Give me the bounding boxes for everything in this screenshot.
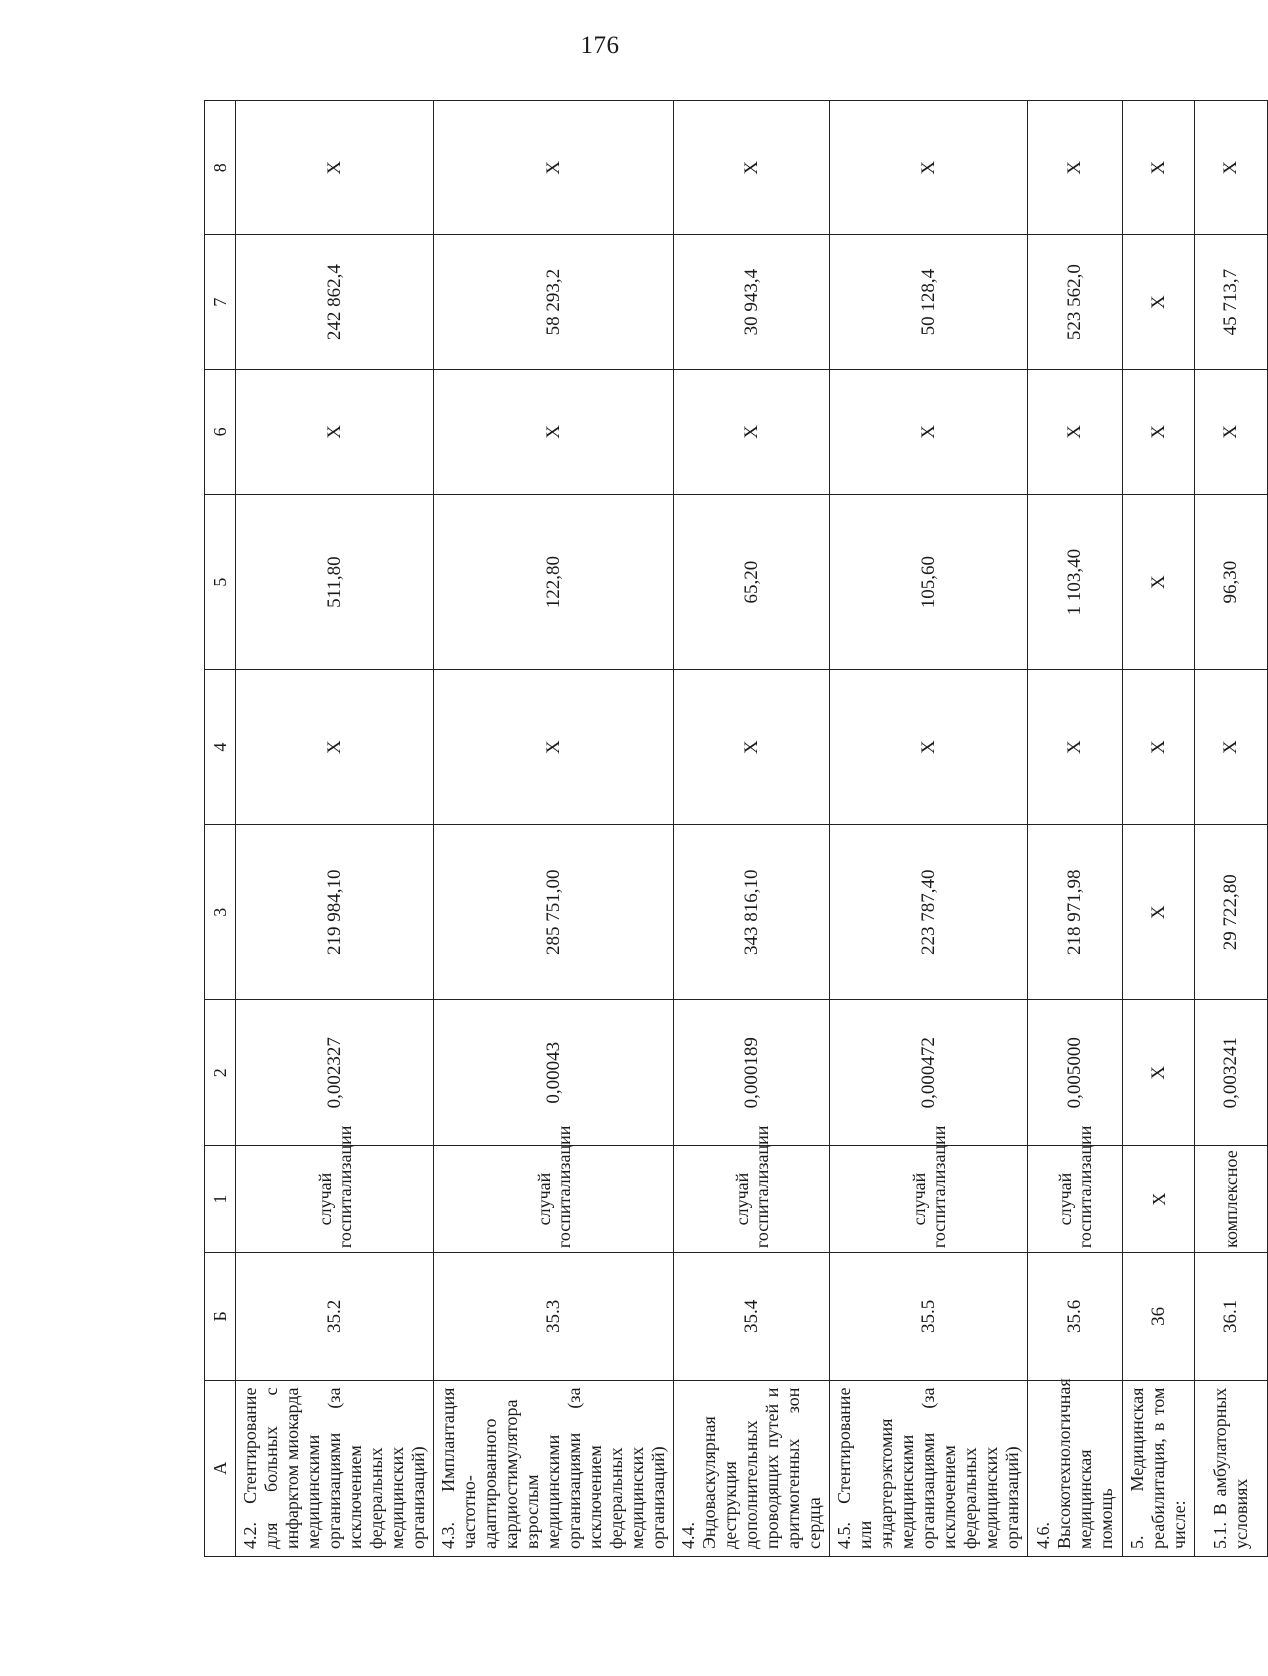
row-value-cell-c2: 0,00043 xyxy=(434,1000,674,1146)
row-value-cell-c6: Х xyxy=(830,369,1028,494)
header-cell: 2 xyxy=(205,1000,236,1146)
row-code-cell: 35.6 xyxy=(1028,1253,1123,1380)
row-value-cell-c8: Х xyxy=(1195,101,1268,235)
table-row xyxy=(1028,101,1123,1557)
row-value-cell-c4: Х xyxy=(434,670,674,825)
row-value-cell-c6: Х xyxy=(1195,369,1268,494)
row-value-cell-c2: 0,000189 xyxy=(674,1000,830,1146)
row-code-cell: 35.2 xyxy=(236,1253,434,1380)
row-value-cell-c3: Х xyxy=(1123,825,1195,1000)
row-value-cell-c3: 219 984,10 xyxy=(236,825,434,1000)
row-unit-cell: случай госпитализации xyxy=(434,1146,674,1253)
row-name-cell: 4.3. Имплантация частотно-адаптированного кардиостимулятора взрослым медицинскими организациями (за исключением федеральных медицинских организаций) xyxy=(434,1380,674,1556)
header-cell: 7 xyxy=(205,235,236,369)
row-value-cell-c6: Х xyxy=(434,369,674,494)
row-value-cell-c5: 511,80 xyxy=(236,494,434,669)
row-unit-cell: комплексное xyxy=(1195,1146,1268,1253)
row-value-cell-c5: 65,20 xyxy=(674,494,830,669)
table-row xyxy=(1195,101,1268,1557)
header-cell: 5 xyxy=(205,494,236,669)
row-name-cell: 5. Медицинская реабилитация, в том числе: xyxy=(1123,1380,1195,1556)
row-value-cell-c8: Х xyxy=(830,101,1028,235)
header-cell: 1 xyxy=(205,1146,236,1253)
row-value-cell-c7: 58 293,2 xyxy=(434,235,674,369)
row-value-cell-c3: 285 751,00 xyxy=(434,825,674,1000)
row-code-cell: 35.3 xyxy=(434,1253,674,1380)
row-name-cell: 4.2. Стентирование для больных с инфарктом миокарда медицинскими организациями (за исключением федеральных медицинских организаций) xyxy=(236,1380,434,1556)
row-value-cell-c7: 523 562,0 xyxy=(1028,235,1123,369)
row-value-cell-c3: 223 787,40 xyxy=(830,825,1028,1000)
row-value-cell-c6: Х xyxy=(1123,369,1195,494)
row-value-cell-c8: Х xyxy=(1028,101,1123,235)
row-unit-cell: случай госпитализации xyxy=(236,1146,434,1253)
row-value-cell-c7: 30 943,4 xyxy=(674,235,830,369)
table-row xyxy=(674,101,830,1557)
header-row xyxy=(205,101,236,1557)
row-value-cell-c6: Х xyxy=(674,369,830,494)
header-cell: 6 xyxy=(205,369,236,494)
row-value-cell-c4: Х xyxy=(1123,670,1195,825)
row-unit-cell: случай госпитализации xyxy=(1028,1146,1123,1253)
header-cell: 8 xyxy=(205,101,236,235)
table-row xyxy=(434,101,674,1557)
row-name-cell: 4.6. Высокотехнологичная медицинская помощь xyxy=(1028,1380,1123,1556)
row-value-cell-c2: 0,000472 xyxy=(830,1000,1028,1146)
row-value-cell-c8: Х xyxy=(674,101,830,235)
row-value-cell-c4: Х xyxy=(1028,670,1123,825)
row-value-cell-c3: 218 971,98 xyxy=(1028,825,1123,1000)
header-cell: 3 xyxy=(205,825,236,1000)
row-value-cell-c6: Х xyxy=(236,369,434,494)
header-cell: 4 xyxy=(205,670,236,825)
row-value-cell-c4: Х xyxy=(674,670,830,825)
table-row xyxy=(830,101,1028,1557)
table-rotator xyxy=(204,100,1251,1557)
row-code-cell: 35.4 xyxy=(674,1253,830,1380)
table-row xyxy=(1123,101,1195,1557)
row-value-cell-c4: Х xyxy=(236,670,434,825)
row-value-cell-c2: 0,002327 xyxy=(236,1000,434,1146)
row-value-cell-c5: 1 103,40 xyxy=(1028,494,1123,669)
row-value-cell-c7: 50 128,4 xyxy=(830,235,1028,369)
page-number: 176 xyxy=(580,32,620,59)
row-name-cell: 4.4. Эндоваскулярная деструкция дополнительных проводящих путей и аритмогенных зон сердца xyxy=(674,1380,830,1556)
row-unit-cell: случай госпитализации xyxy=(674,1146,830,1253)
row-value-cell-c7: 242 862,4 xyxy=(236,235,434,369)
row-value-cell-c2: 0,003241 xyxy=(1195,1000,1268,1146)
row-code-cell: 36 xyxy=(1123,1253,1195,1380)
row-value-cell-c6: Х xyxy=(1028,369,1123,494)
row-value-cell-c2: Х xyxy=(1123,1000,1195,1146)
row-value-cell-c8: Х xyxy=(236,101,434,235)
row-value-cell-c5: Х xyxy=(1123,494,1195,669)
row-value-cell-c3: 343 816,10 xyxy=(674,825,830,1000)
row-unit-cell: Х xyxy=(1123,1146,1195,1253)
row-value-cell-c4: Х xyxy=(830,670,1028,825)
row-name-cell: 4.5. Стентирование или эндартерэктомия медицинскими организациями (за исключением федеральных медицинских организаций) xyxy=(830,1380,1028,1556)
row-unit-cell: случай госпитализации xyxy=(830,1146,1028,1253)
row-value-cell-c8: Х xyxy=(1123,101,1195,235)
row-value-cell-c4: Х xyxy=(1195,670,1268,825)
row-value-cell-c5: 122,80 xyxy=(434,494,674,669)
header-cell: Б xyxy=(205,1253,236,1380)
row-value-cell-c8: Х xyxy=(434,101,674,235)
row-name-cell: 5.1. В амбулаторных условиях xyxy=(1195,1380,1268,1556)
row-code-cell: 36.1 xyxy=(1195,1253,1268,1380)
row-value-cell-c7: Х xyxy=(1123,235,1195,369)
row-value-cell-c3: 29 722,80 xyxy=(1195,825,1268,1000)
data-table xyxy=(204,100,1268,1557)
row-value-cell-c7: 45 713,7 xyxy=(1195,235,1268,369)
header-cell: А xyxy=(205,1380,236,1556)
row-value-cell-c2: 0,005000 xyxy=(1028,1000,1123,1146)
row-value-cell-c5: 96,30 xyxy=(1195,494,1268,669)
row-code-cell: 35.5 xyxy=(830,1253,1028,1380)
row-value-cell-c5: 105,60 xyxy=(830,494,1028,669)
table-row xyxy=(236,101,434,1557)
